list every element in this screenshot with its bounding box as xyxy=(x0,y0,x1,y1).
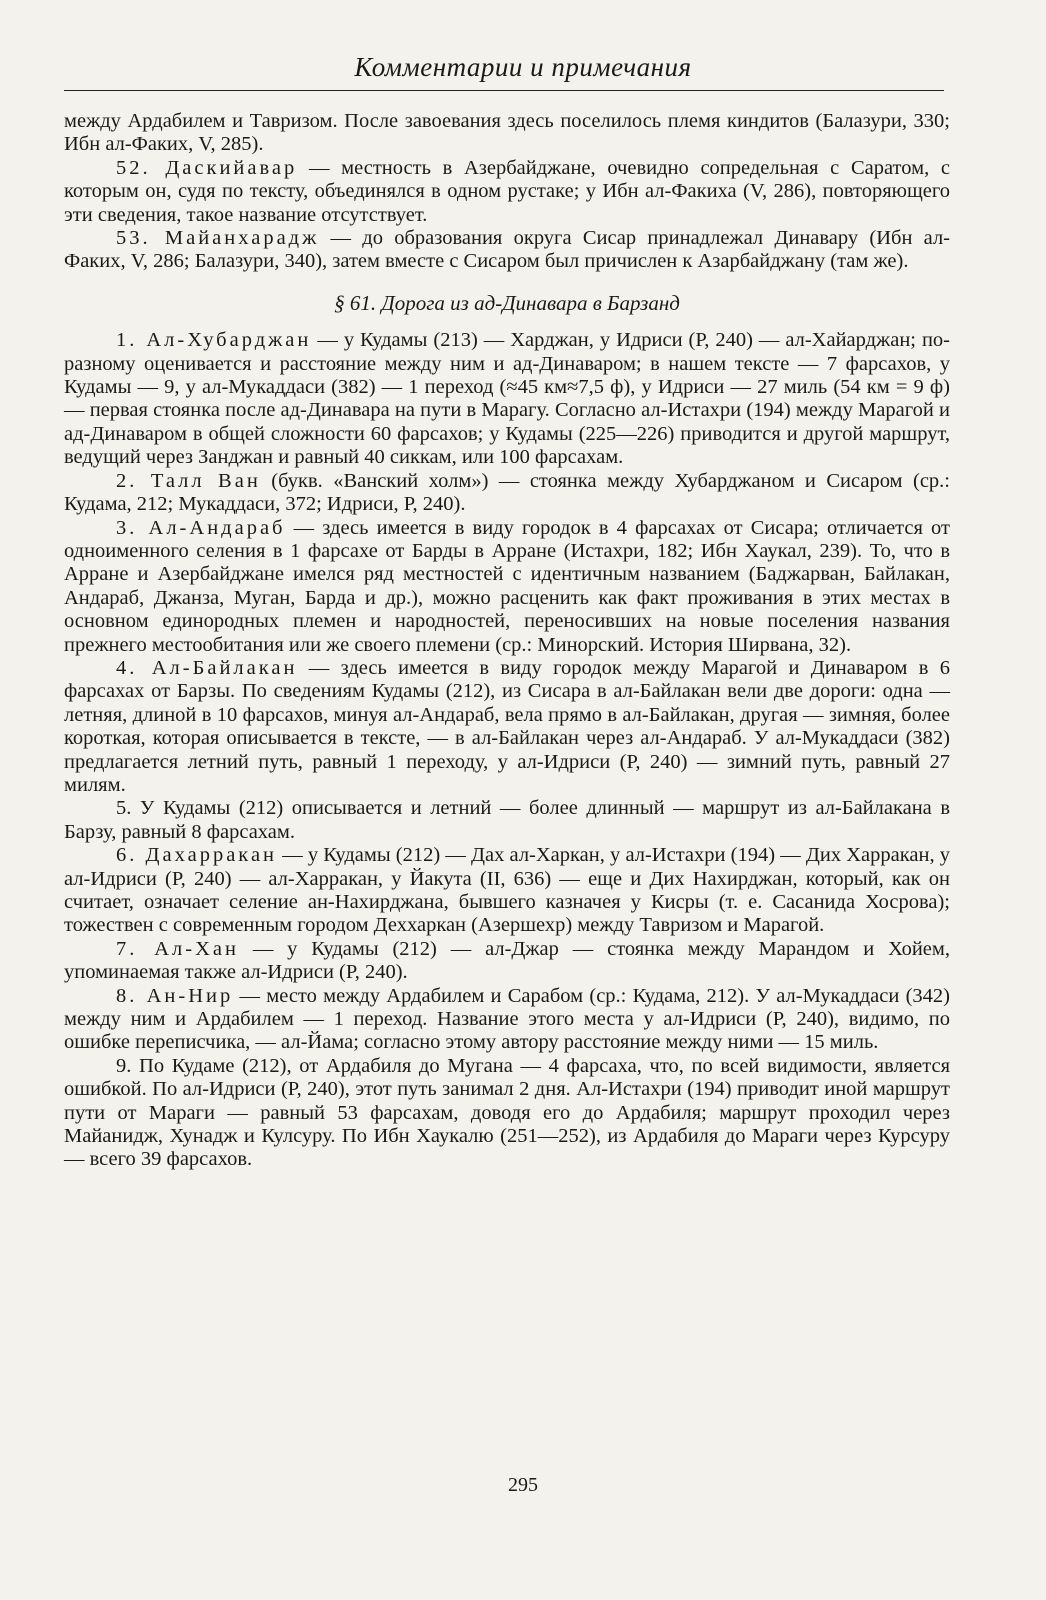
paragraph-continuation: между Ардабилем и Тавризом. После завоевания здесь поселилось племя киндитов (Балазури, 330; Ибн ал-Факих, V, 285). xyxy=(64,110,950,156)
note-2 xyxy=(64,470,950,517)
note-3-term: 3. Ал-Андараб xyxy=(116,516,286,539)
note-7-text: — у Кудамы (212) — ал-Джар — стоянка между Марандом и Хойем, упоминаемая также ал-Идриси (Р, 240). xyxy=(64,937,950,984)
note-53-term: 53. Майанхарадж xyxy=(116,227,320,250)
note-6-term: 6. Дахарракан xyxy=(116,844,278,867)
note-3 xyxy=(64,517,950,657)
running-head: Комментарии и примечания xyxy=(354,52,692,82)
note-4-term: 4. Ал-Байлакан xyxy=(116,656,298,679)
note-1-text: — у Кудамы (213) — Харджан, у Идриси (Р, 240) — ал-Хайарджан; по-разному оценивается и расстояние между ним и ад-Динаваром; в нашем тексте — 7 фарсахов, у Кудамы — 9, у ал-Мукаддаси (382) — 1 переход (≈45 км≈7,5 ф), у Идриси — 27 миль (54 км = 9 ф) — первая стоянка после ад-Динавара на пути в Марагу. Согласно ал-Истахри (194) между Марагой и ад-Динаваром в общей сложности 60 фарсахов; у Кудамы (225—226) приводится и другой маршрут, ведущий через Занджан и равный 40 сиккам, или 100 фарсахам. xyxy=(64,329,950,469)
note-2-text: (букв. «Ванский холм») — стоянка между Хубарджаном и Сисаром (ср.: Кудама, 212; Мукаддаси, 372; Идриси, Р, 240). xyxy=(64,469,950,516)
text-body xyxy=(64,110,950,1172)
page-number: 295 xyxy=(508,1474,538,1496)
note-1 xyxy=(64,329,950,469)
note-52 xyxy=(64,157,950,227)
note-5: 5. У Кудамы (212) описывается и летний — более длинный — маршрут из ал-Байлакана в Барзу, равный 8 фарсахам. xyxy=(64,797,950,843)
note-53-text: — до образования округа Сисар принадлежал Динавару (Ибн ал-Факих, V, 286; Балазури, 340), затем вместе с Сисаром был причислен к Азарбайджану (там же). xyxy=(64,227,950,273)
note-53 xyxy=(64,227,950,274)
note-9: 9. По Кудаме (212), от Ардабиля до Мугана — 4 фарсаха, что, по всей видимости, является ошибкой. По ал-Идриси (Р, 240), этот путь занимал 2 дня. Ал-Истахри (194) приводит иной маршрут пути от Мараги — равный 53 фарсахам, доводя его до Ардабиля; маршрут проходил через Майанидж, Хунадж и Кулсуру. По Ибн Хаукалю (251—252), из Ардабиля до Мараги через Курсуру — всего 39 фарсахов. xyxy=(64,1054,950,1171)
section-heading: § 61. Дорога из ад-Динавара в Барзанд xyxy=(334,290,680,315)
note-6 xyxy=(64,844,950,938)
note-1-term: 1. Ал-Хубарджан xyxy=(116,329,312,352)
note-6-text: — у Кудамы (212) — Дах ал-Харкан, у ал-Истахри (194) — Дих Харракан, у ал-Идриси (Р, 240) — ал-Харракан, у Йакута (II, 636) — еще и Дих Нахирджан, который, как он считает, означает селение ан-Нахирджана, бывшего казначея у Кисры (т. е. Сасанида Хосрова); тожествен с современным городом Деххаркан (Азершехр) между Тавризом и Марагой. xyxy=(64,844,951,937)
note-4-text: — здесь имеется в виду городок между Марагой и Динаваром в 6 фарсахах от Барзы. По сведениям Кудамы (212), из Сисара в ал-Байлакан вели две дороги: одна — летняя, длиной в 10 фарсахов, минуя ал-Андараб, вела прямо в ал-Байлакан, другая — зимняя, более короткая, которая описывается в тексте, — в ал-Байлакан через ал-Андараб. У ал-Мукаддаси (382) предлагается летний путь, равный 1 переходу, у ал-Идриси (Р, 240) — зимний путь, равный 27 милям. xyxy=(64,656,951,796)
note-8-term: 8. Ан-Нир xyxy=(116,984,234,1007)
note-8 xyxy=(64,985,950,1055)
note-52-text: — местность в Азербайджане, очевидно сопредельная с Саратом, с которым он, судя по тексту, объединялся в одном рустаке; у Ибн ал-Факиха (V, 286), повторяющего эти сведения, такое название отсутствует. xyxy=(64,156,950,226)
note-8-text: — место между Ардабилем и Сарабом (ср.: Кудама, 212). У ал-Мукаддаси (342) между ним и Ардабилем — 1 переход. Название этого места у ал-Идриси (Р, 240), видимо, по ошибке переписчика, — ал-Йама; согласно этому автору расстояние между ними — 15 миль. xyxy=(64,984,950,1054)
note-52-term: 52. Даскийавар xyxy=(116,156,298,179)
note-7-term: 7. Ал-Хан xyxy=(116,937,239,960)
header-rule xyxy=(64,90,944,91)
note-7 xyxy=(64,938,950,985)
note-4 xyxy=(64,657,950,797)
note-3-text: — здесь имеется в виду городок в 4 фарсахах от Сисара; отличается от одноименного селения в 1 фарсахе от Барды в Арране (Истахри, 182; Ибн Хаукал, 239). То, что в Арране и Азербайджане имелся ряд местностей с идентичным названием (Баджарван, Байлакан, Андараб, Джанза, Муган, Барда и др.), можно расценить как факт проживания в этих местах в основном единородных племен и народностей, переносивших на новые поселения названия прежнего местообитания или же своего племени (ср.: Минорский. История Ширвана, 32). xyxy=(64,516,950,656)
note-2-term: 2. Талл Ван xyxy=(116,469,261,492)
